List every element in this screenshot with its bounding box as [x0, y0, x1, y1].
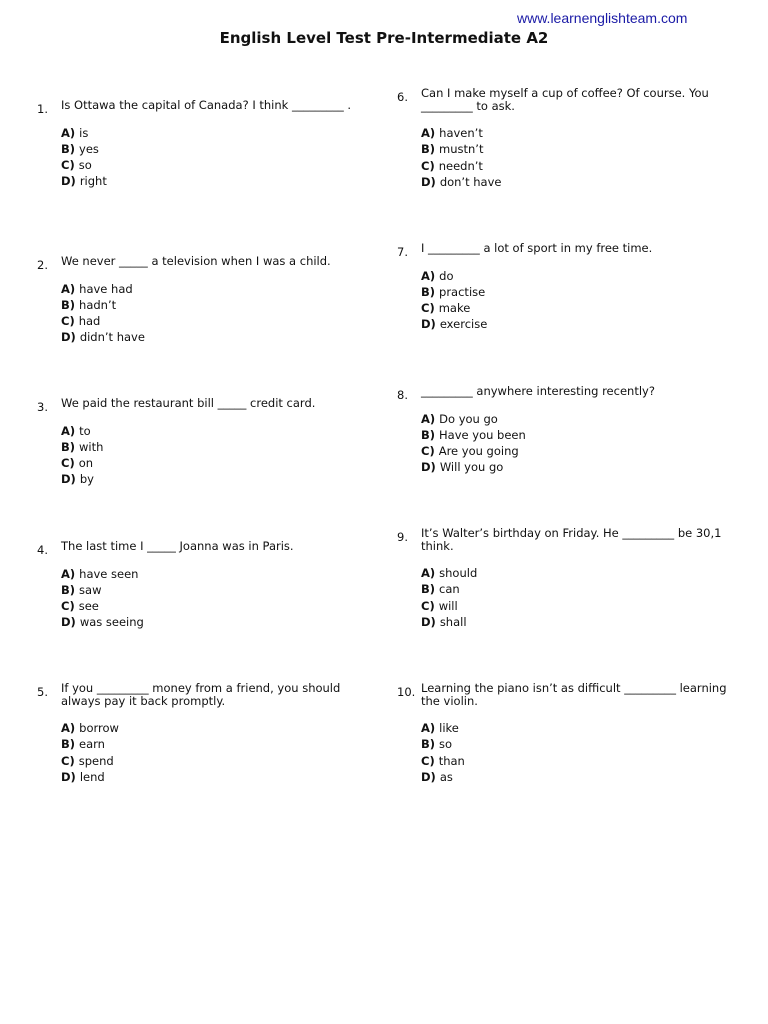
- question-stem: Is Ottawa the capital of Canada? I think _________ .: [61, 98, 352, 112]
- question-7: [397, 241, 739, 333]
- question-number: 5.: [37, 685, 48, 699]
- option-c: C) had: [61, 314, 101, 329]
- option-a: A) Do you go: [421, 411, 498, 426]
- question-5: [37, 681, 356, 785]
- website-url: www.learnenglishteam.com: [517, 10, 688, 26]
- question-number: 8.: [397, 388, 408, 402]
- option-b: B) can: [421, 582, 460, 597]
- option-c: C) needn’t: [421, 158, 483, 173]
- option-d: D) Will you go: [421, 460, 504, 475]
- option-c: C) Are you going: [421, 444, 519, 459]
- option-a: A) have had: [61, 281, 133, 296]
- question-3: [37, 396, 356, 488]
- question-number: 9.: [397, 530, 408, 544]
- option-d: D) didn’t have: [61, 330, 145, 345]
- option-d: D) shall: [421, 614, 467, 629]
- question-stem: The last time I _____ Joanna was in Paris.: [61, 539, 294, 553]
- option-c: C) than: [421, 753, 465, 768]
- option-a: A) is: [61, 125, 89, 140]
- question-6: [397, 86, 739, 190]
- option-a: A) borrow: [61, 721, 119, 735]
- question-1: [37, 98, 356, 190]
- question-9: [397, 526, 739, 630]
- question-10: [397, 681, 739, 785]
- option-a: A) to: [61, 423, 91, 438]
- option-b: B) saw: [61, 582, 102, 597]
- option-a: A) have seen: [61, 566, 139, 581]
- question-stem: We never _____ a television when I was a child.: [61, 254, 331, 268]
- question-stem: We paid the restaurant bill _____ credit card.: [61, 396, 316, 410]
- question-stem: _________ anywhere interesting recently?: [421, 384, 655, 398]
- question-stem: I _________ a lot of sport in my free time.: [421, 241, 653, 255]
- option-c: C) will: [421, 598, 458, 613]
- option-d: D) right: [61, 174, 107, 189]
- option-d: D) don’t have: [421, 174, 502, 189]
- option-a: A) haven’t: [421, 126, 483, 140]
- option-a: A) should: [421, 566, 478, 580]
- question-number: 6.: [397, 90, 408, 104]
- option-d: D) exercise: [421, 317, 488, 332]
- option-c: C) so: [61, 158, 92, 173]
- option-b: B) yes: [61, 141, 99, 156]
- question-2: [37, 254, 356, 346]
- question-number: 4.: [37, 543, 48, 557]
- question-number: 3.: [37, 400, 48, 414]
- option-d: D) by: [61, 472, 94, 487]
- question-8: [397, 384, 739, 476]
- option-b: B) mustn’t: [421, 142, 484, 157]
- option-b: B) with: [61, 439, 104, 454]
- question-number: 1.: [37, 102, 48, 116]
- page-title: English Level Test Pre-Intermediate A2: [219, 29, 549, 47]
- option-c: C) make: [421, 301, 471, 316]
- option-b: B) Have you been: [421, 427, 526, 442]
- question-number: 7.: [397, 245, 408, 259]
- option-d: D) as: [421, 769, 453, 784]
- question-stem: Learning the piano isn’t as difficult _________ learning the violin.: [421, 681, 727, 708]
- option-c: C) see: [61, 599, 99, 614]
- option-d: D) lend: [61, 769, 105, 784]
- question-4: [37, 539, 356, 631]
- question-number: 10.: [397, 685, 416, 699]
- question-number: 2.: [37, 258, 48, 272]
- option-a: A) like: [421, 721, 459, 735]
- option-d: D) was seeing: [61, 615, 144, 630]
- option-b: B) so: [421, 737, 453, 752]
- option-b: B) earn: [61, 737, 105, 752]
- option-c: C) spend: [61, 753, 114, 768]
- option-b: B) practise: [421, 284, 486, 299]
- option-a: A) do: [421, 268, 454, 283]
- option-c: C) on: [61, 456, 94, 471]
- option-b: B) hadn’t: [61, 297, 117, 312]
- question-stem: Can I make myself a cup of coffee? Of course. You _________ to ask.: [421, 86, 709, 113]
- question-stem: It’s Walter’s birthday on Friday. He _________ be 30,1 think.: [421, 526, 722, 553]
- question-stem: If you _________ money from a friend, you should always pay it back promptly.: [61, 681, 341, 708]
